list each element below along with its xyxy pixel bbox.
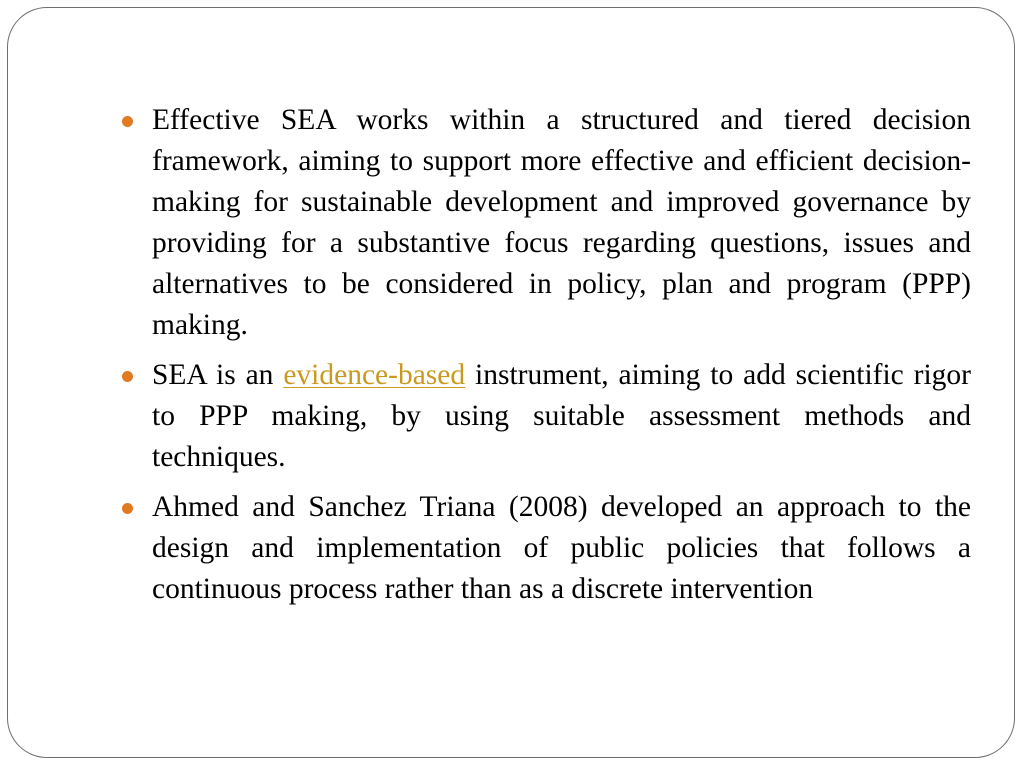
- evidence-based-link[interactable]: evidence-based: [283, 359, 466, 391]
- slide-frame: [7, 7, 1015, 758]
- bullet-dot-icon: [122, 371, 133, 382]
- bullet-text: Effective SEA works within a structured and tiered decision framework, aiming to support more effective and efficient decision-making for sustainable development and improved governance by providing for a substantive focus regarding questions, issues and alternatives to be considered in policy, plan and program (PPP) making.: [152, 104, 971, 341]
- bullet-text-after-link: instrument, aiming to add scientific rigor to PPP making, by using suitable assessment methods and techniques.: [152, 359, 971, 473]
- slide-body: [118, 100, 971, 619]
- bullet-text: Ahmed and Sanchez Triana (2008) developed an approach to the design and implementation of public policies that follows a continuous process rather than as a discrete intervention: [152, 491, 971, 605]
- bullet-item: [118, 487, 971, 610]
- bullet-item: [118, 100, 971, 346]
- bullet-dot-icon: [122, 503, 133, 514]
- bullet-text-before-link: SEA is an: [152, 359, 284, 391]
- bullet-dot-icon: [122, 116, 133, 127]
- bullet-item: [118, 355, 971, 478]
